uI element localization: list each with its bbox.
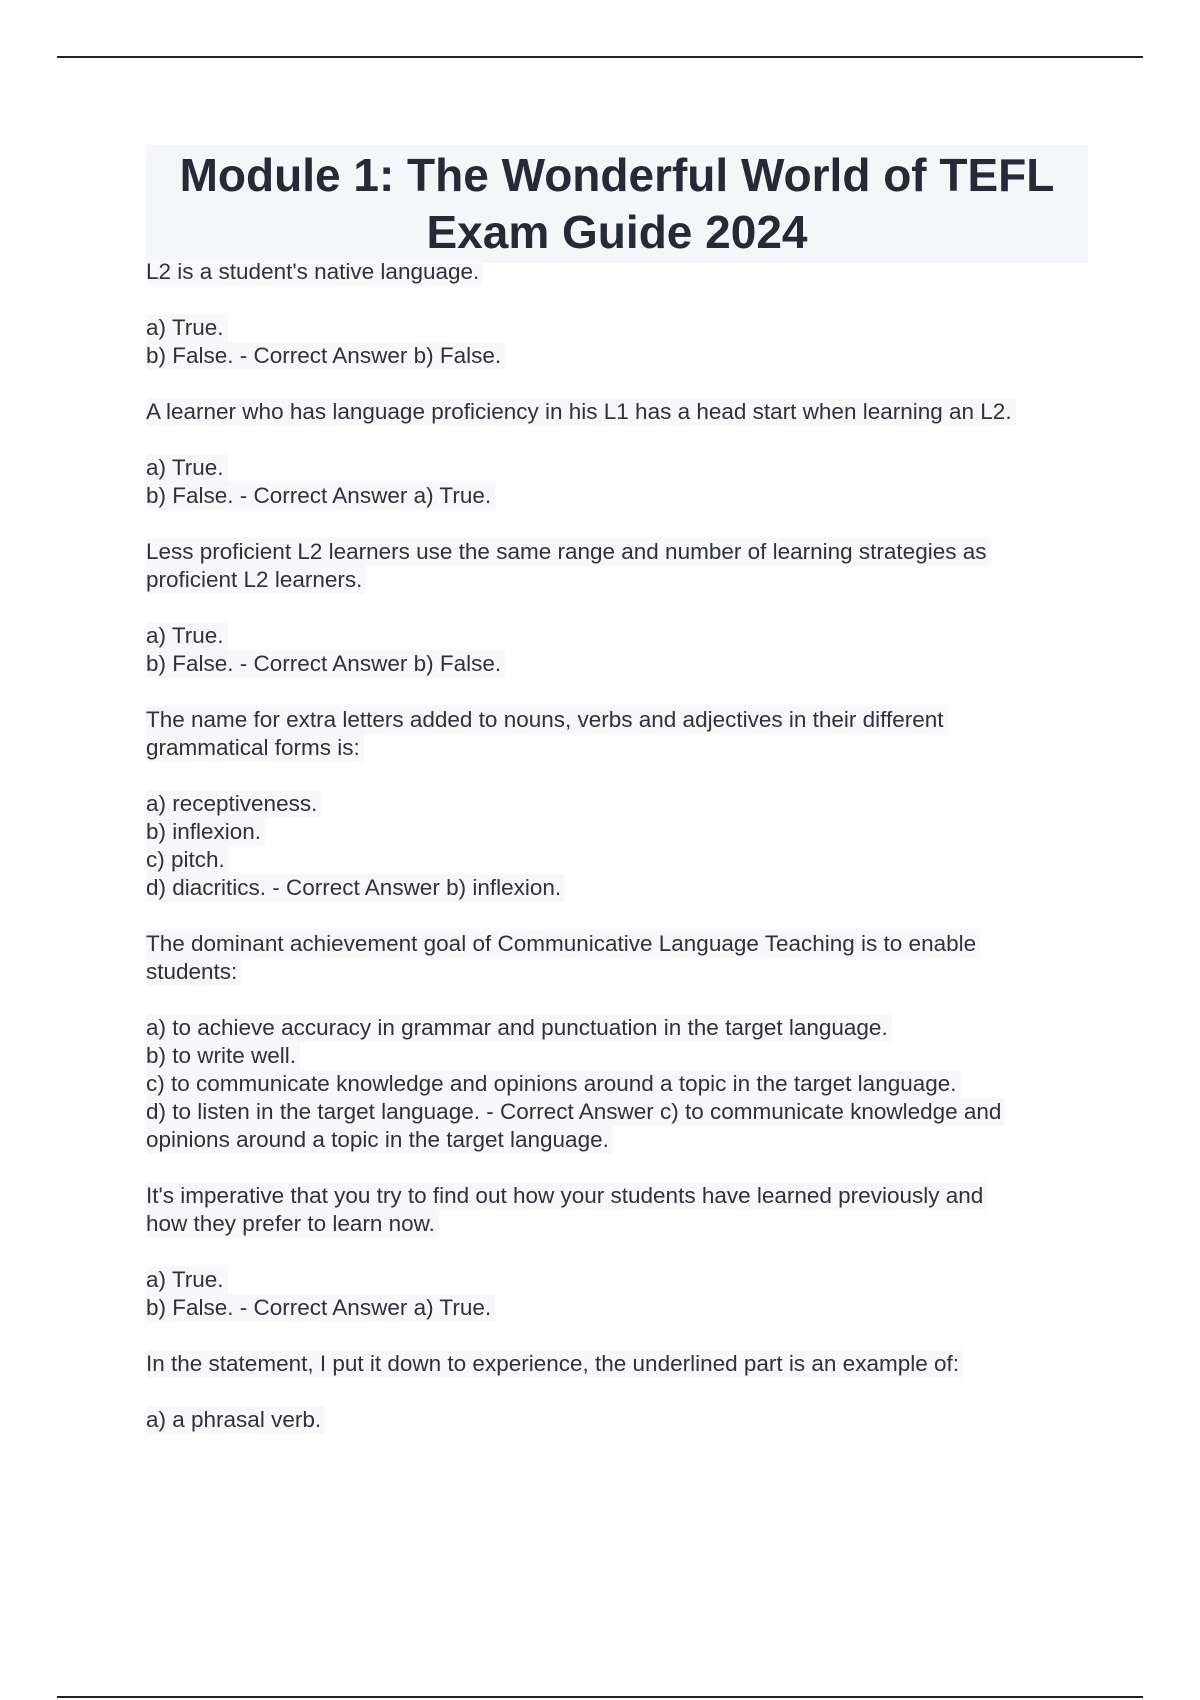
- answer-options: [146, 314, 1106, 370]
- question-line: In the statement, I put it down to experience, the underlined part is an example of:: [146, 1350, 963, 1378]
- question-line: L2 is a student's native language.: [146, 258, 483, 286]
- question-item: [146, 398, 1106, 510]
- answer-options: [146, 622, 1106, 678]
- answer-option: a) True.: [146, 314, 228, 342]
- answer-options: [146, 790, 1106, 902]
- question-line: It's imperative that you try to find out how your students have learned previously and: [146, 1182, 987, 1210]
- question-item: [146, 930, 1106, 1154]
- answer-option: a) a phrasal verb.: [146, 1406, 325, 1434]
- answer-option: b) inflexion.: [146, 818, 265, 846]
- question-item: [146, 258, 1106, 370]
- question-text: [146, 930, 1106, 986]
- bottom-rule: [57, 1696, 1143, 1698]
- answer-option: c) pitch.: [146, 846, 229, 874]
- question-line: The name for extra letters added to nouns, verbs and adjectives in their different: [146, 706, 948, 734]
- answer-options: [146, 1406, 1106, 1434]
- question-item: [146, 1182, 1106, 1322]
- question-text: [146, 538, 1106, 594]
- question-item: [146, 538, 1106, 678]
- question-line: how they prefer to learn now.: [146, 1210, 439, 1238]
- answer-option: d) to listen in the target language. - Correct Answer c) to communicate knowledge and: [146, 1098, 1005, 1126]
- question-item: [146, 1350, 1106, 1434]
- answer-option: a) receptiveness.: [146, 790, 321, 818]
- page-title: [146, 145, 1088, 263]
- answer-option: a) True.: [146, 1266, 228, 1294]
- question-line: proficient L2 learners.: [146, 566, 366, 594]
- question-item: [146, 706, 1106, 902]
- answer-option: d) diacritics. - Correct Answer b) inflexion.: [146, 874, 565, 902]
- answer-option: b) False. - Correct Answer b) False.: [146, 342, 505, 370]
- title-line-2: Exam Guide 2024: [426, 206, 808, 258]
- answer-options: [146, 1266, 1106, 1322]
- question-text: [146, 1350, 1106, 1378]
- question-text: [146, 398, 1106, 426]
- question-line: A learner who has language proficiency in his L1 has a head start when learning an L2.: [146, 398, 1016, 426]
- answer-option: b) False. - Correct Answer a) True.: [146, 482, 495, 510]
- question-list: [146, 258, 1106, 1462]
- answer-option: b) to write well.: [146, 1042, 300, 1070]
- answer-option: a) to achieve accuracy in grammar and punctuation in the target language.: [146, 1014, 892, 1042]
- answer-options: [146, 1014, 1106, 1154]
- answer-option: opinions around a topic in the target language.: [146, 1126, 613, 1154]
- answer-option: a) True.: [146, 622, 228, 650]
- answer-option: a) True.: [146, 454, 228, 482]
- question-line: The dominant achievement goal of Communicative Language Teaching is to enable: [146, 930, 980, 958]
- answer-options: [146, 454, 1106, 510]
- question-line: students:: [146, 958, 241, 986]
- question-text: [146, 1182, 1106, 1238]
- question-line: Less proficient L2 learners use the same range and number of learning strategies as: [146, 538, 991, 566]
- question-text: [146, 258, 1106, 286]
- question-line: grammatical forms is:: [146, 734, 364, 762]
- answer-option: c) to communicate knowledge and opinions around a topic in the target language.: [146, 1070, 961, 1098]
- answer-option: b) False. - Correct Answer a) True.: [146, 1294, 495, 1322]
- title-line-1: Module 1: The Wonderful World of TEFL: [179, 149, 1055, 201]
- answer-option: b) False. - Correct Answer b) False.: [146, 650, 505, 678]
- question-text: [146, 706, 1106, 762]
- top-rule: [57, 56, 1143, 58]
